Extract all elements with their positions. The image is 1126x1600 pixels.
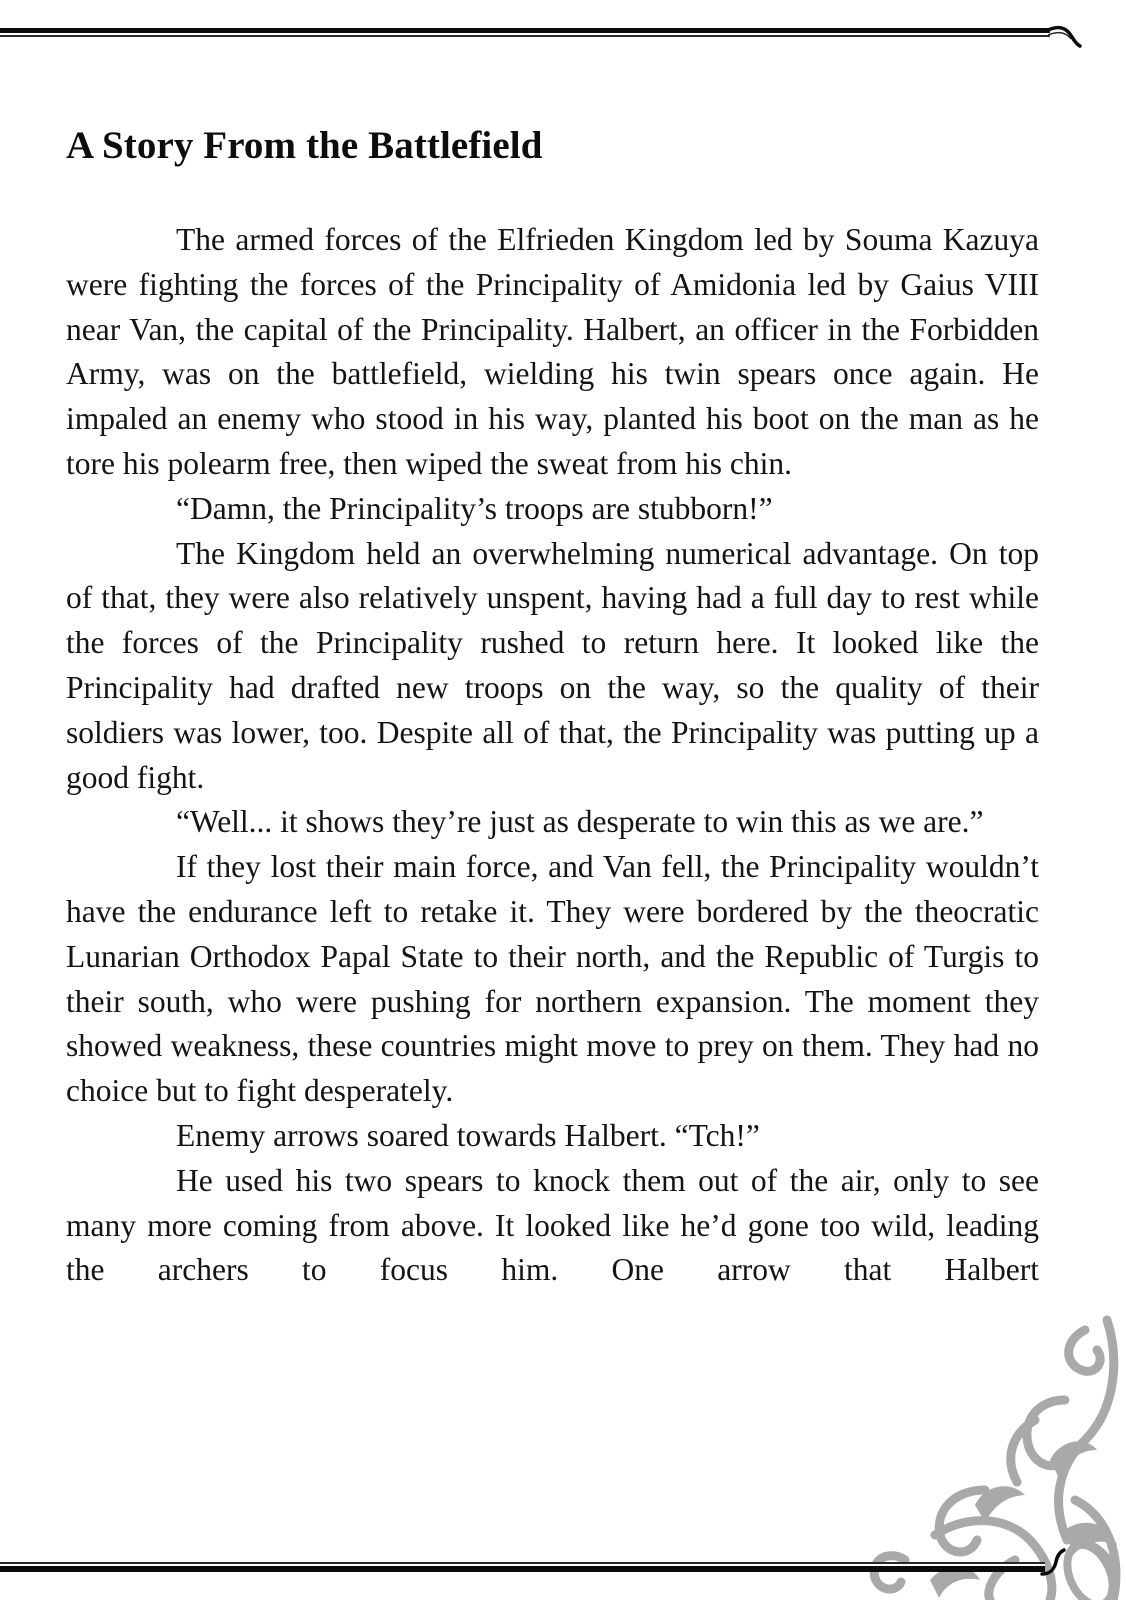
body-text	[66, 218, 1039, 1293]
bottom-border-rule	[0, 1562, 1045, 1572]
paragraph: The armed forces of the Elfrieden Kingdom led by Souma Kazuya were fighting the forces of the Principality of Amidonia led by Gaius VIII near Van, the capital of the Principality. Halbert, an officer in the Forbidden Army, was on the battlefield, wielding his twin spears once again. He impaled an enemy who stood in his way, planted his boot on the man as he tore his polearm free, then wiped the sweat from his chin.	[66, 222, 1039, 481]
paragraph: Enemy arrows soared towards Halbert. “Tch!”	[176, 1117, 760, 1153]
floral-corner-ornament-icon	[835, 1300, 1126, 1600]
curl-flourish-icon	[1044, 20, 1084, 50]
paragraph: The Kingdom held an overwhelming numerical advantage. On top of that, they were also relatively unspent, having had a full day to rest while the forces of the Principality rushed to return here. It looked like the Principality had drafted new troops on the way, so the quality of their soldiers was lower, too. Despite all of that, the Principality was putting up a good fight.	[66, 535, 1039, 795]
paragraph: “Well... it shows they’re just as desperate to win this as we are.”	[176, 804, 984, 840]
paragraph: He used his two spears to knock them out of the air, only to see many more coming from above. It looked like he’d gone too wild, leading the archers to focus him. One arrow that Halbert	[66, 1162, 1039, 1288]
curl-flourish-icon	[1040, 1548, 1070, 1578]
chapter-title: A Story From the Battlefield	[66, 124, 543, 167]
paragraph: “Damn, the Principality’s troops are stubborn!”	[176, 490, 773, 526]
paragraph: If they lost their main force, and Van fell, the Principality wouldn’t have the endurance left to retake it. They were bordered by the theocratic Lunarian Orthodox Papal State to their north, and the Republic of Turgis to their south, who were pushing for northern expansion. The moment they showed weakness, these countries might move to prey on them. They had no choice but to fight desperately.	[66, 849, 1039, 1109]
top-border-rule	[0, 28, 1050, 37]
